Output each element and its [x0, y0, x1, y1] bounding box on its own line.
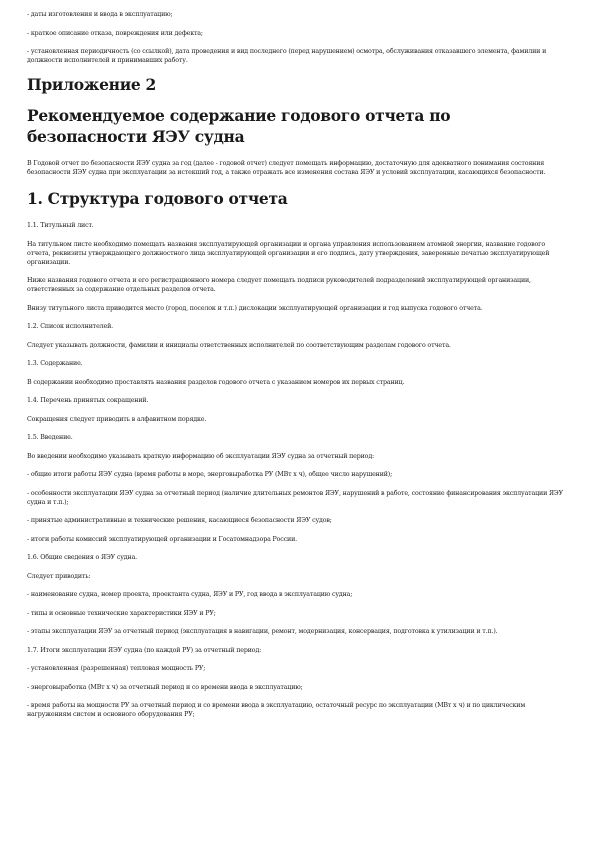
paragraph: - особенности эксплуатации ЯЭУ судна за отчетный период (наличие длительных ремонтов ЯЭУ, нарушений в работе, состояние финансирования эксплуатации ЯЭУ судна и т.п.);: [27, 489, 563, 506]
list-item: - установленная периодичность (со ссылкой), дата проведения и вид последнего (перед нарушением) осмотра, обслуживания отказавшего элемента, фамилии и должности исполнителей и принимавших работу.: [27, 48, 547, 64]
paragraph: Ниже названия годового отчета и его регистрационного номера следует помещать подписи руководителей подразделений эксплуатирующей организации, ответственных за содержание отдельных разделов отчета.: [27, 277, 531, 293]
appendix-heading: Приложение 2: [27, 75, 157, 94]
paragraph: Во введении необходимо указывать краткую информацию об эксплуатации ЯЭУ судна за отчетный период:: [27, 452, 375, 460]
paragraph: На титульном листе необходимо помещать названия эксплуатирующей организации и органа управления использованием атомной энергии, название годового отчета, реквизиты утверждающего должностного лица эксплуатирующей организации и его подпись, дату утверждения, заверенные печатью эксплуатирующей организации.: [27, 240, 550, 266]
paragraph: 1.6. Общие сведения о ЯЭУ судна.: [27, 554, 138, 561]
intro-paragraph: В Годовой отчет по безопасности ЯЭУ судна за год (далее - годовой отчет) следует помещать информацию, достаточную для адекватного понимания состояния безопасности ЯЭУ судна при эксплуатации за истекший год, а также отражать все изменения состава ЯЭУ и условий эксплуатации, касающихся безопасности.: [27, 160, 546, 176]
section-body: [27, 221, 567, 719]
list-item: - даты изготовления и ввода в эксплуатацию;: [27, 11, 173, 18]
paragraph: 1.7. Итоги эксплуатации ЯЭУ судна (по каждой РУ) за отчетный период:: [27, 646, 262, 654]
document-title: Рекомендуемое содержание годового отчета по безопасности ЯЭУ судна: [27, 106, 451, 146]
list-item: - краткое описание отказа, повреждения или дефекта;: [27, 29, 203, 37]
paragraph: - время работы на мощности РУ за отчетный период и со времени ввода в эксплуатацию, остаточный ресурс по эксплуатации (МВт х ч) и по циклическим нагружениям систем и основного оборудования РУ;: [27, 702, 526, 718]
paragraph: 1.5. Введение.: [27, 434, 73, 441]
paragraph: - установленная (разрешенная) тепловая мощность РУ;: [27, 665, 206, 672]
paragraph: 1.2. Список исполнителей.: [27, 323, 113, 330]
paragraph: 1.1. Титульный лист.: [27, 222, 94, 229]
paragraph: Следует указывать должности, фамилии и инициалы ответственных исполнителей по соответствующим разделам годового отчета.: [27, 341, 451, 349]
paragraph: - энерговыработка (МВт х ч) за отчетный период и со времени ввода в эксплуатацию;: [27, 683, 303, 691]
document-page: [27, 10, 567, 729]
paragraph: - этапы эксплуатации ЯЭУ за отчетный период (эксплуатация в навигации, ремонт, модернизация, консервация, подготовка к утилизации и т.п.).: [27, 628, 498, 635]
paragraph: Следует приводить:: [27, 572, 91, 580]
paragraph: 1.4. Перечень принятых сокращений.: [27, 397, 149, 404]
paragraph: 1.3. Содержание.: [27, 360, 83, 367]
paragraph: - итоги работы комиссий эксплуатирующей организации и Госатомнадзора России.: [27, 535, 297, 543]
paragraph: - типы и основные технические характеристики ЯЭУ и РУ;: [27, 609, 216, 617]
paragraph: Сокращения следует приводить в алфавитном порядке.: [27, 415, 207, 423]
paragraph: Внизу титульного листа приводится место (город, поселок и т.п.) дислокации эксплуатирующей организации и год выпуска годового отчета.: [27, 304, 483, 312]
paragraph: - общие итоги работы ЯЭУ судна (время работы в море, энерговыработка РУ (МВт х ч), общее число нарушений);: [27, 471, 393, 478]
paragraph: - наименование судна, номер проекта, проектанта судна, ЯЭУ и РУ, год ввода в эксплуатацию судна;: [27, 591, 353, 598]
paragraph: В содержании необходимо проставлять названия разделов годового отчета с указанием номеров их первых страниц.: [27, 378, 405, 386]
section-heading: 1. Структура годового отчета: [27, 189, 288, 208]
paragraph: - принятые административные и технические решения, касающиеся безопасности ЯЭУ судов;: [27, 517, 332, 524]
